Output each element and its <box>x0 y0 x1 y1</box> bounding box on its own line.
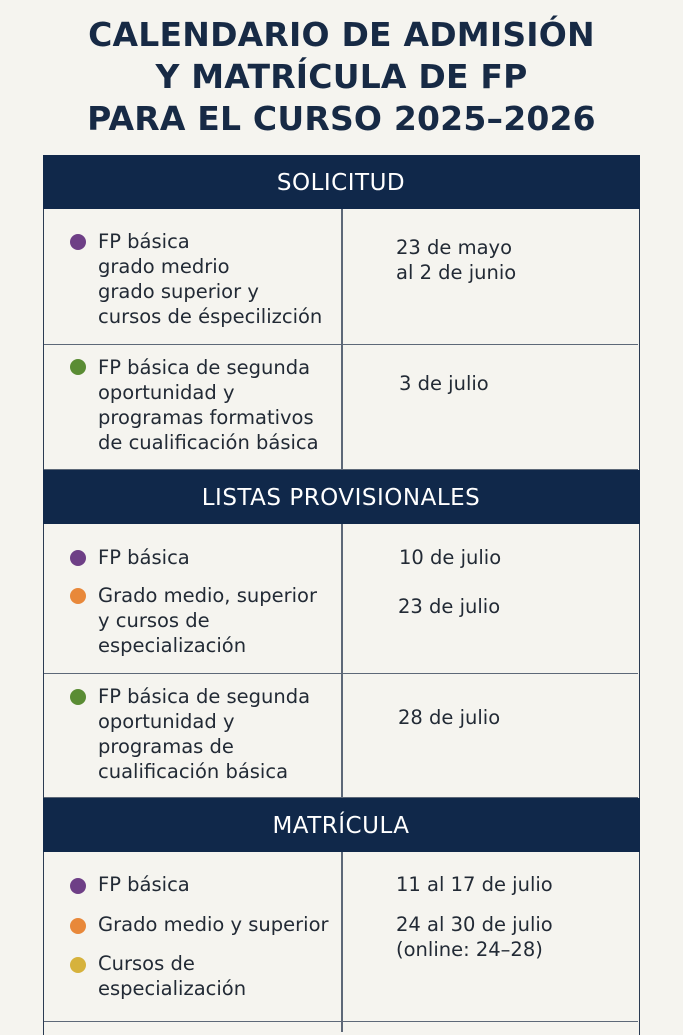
purple-bullet-icon <box>70 878 86 894</box>
text-line: grado medrio <box>98 255 230 278</box>
section-header-solicitud: SOLICITUD <box>43 155 640 209</box>
orange-bullet-icon <box>70 918 86 934</box>
orange-bullet-icon <box>70 588 86 604</box>
table-row <box>44 524 638 674</box>
section-header-matricula: MATRÍCULA <box>43 798 640 852</box>
column-divider <box>341 674 343 798</box>
date-line: (online: 24–28) <box>396 938 543 961</box>
page-title <box>0 14 683 140</box>
text-line: especialización <box>98 634 247 657</box>
text-line: grado superior y <box>98 280 259 303</box>
text-line: oportunidad y <box>98 381 235 404</box>
listas-row2-date: 28 de julio <box>398 706 501 729</box>
purple-bullet-icon <box>70 550 86 566</box>
listas-row2-text <box>98 684 310 784</box>
table-row <box>44 345 638 470</box>
matricula-row1-item1: FP básica <box>98 873 190 896</box>
column-divider <box>341 209 343 345</box>
text-line: FP básica <box>98 230 190 253</box>
text-line: programas de <box>98 735 234 758</box>
text-line: especialización <box>98 977 247 1000</box>
solicitud-row1-date <box>396 235 516 285</box>
column-divider <box>341 524 343 674</box>
text-line: Cursos de <box>98 952 195 975</box>
matricula-row1-item1-date: 11 al 17 de julio <box>396 873 553 896</box>
solicitud-row2-text <box>98 355 319 455</box>
listas-row1-item1-date: 10 de julio <box>399 546 502 569</box>
text-line: programas formativos <box>98 406 314 429</box>
text-line: FP básica de segunda <box>98 356 311 379</box>
date-line: 24 al 30 de julio <box>396 913 553 936</box>
text-line: Grado medio, superior <box>98 584 317 607</box>
listas-row1-item1: FP básica <box>98 546 190 569</box>
green-bullet-icon <box>70 689 86 705</box>
title-line-2: Y MATRÍCULA DE FP <box>155 57 528 96</box>
text-line: cualificación básica <box>98 760 289 783</box>
solicitud-row1-text <box>98 229 322 329</box>
solicitud-row2-date: 3 de julio <box>399 372 489 395</box>
section-header-listas-provisionales: LISTAS PROVISIONALES <box>43 470 640 524</box>
matricula-row1-item2: Grado medio y superior <box>98 913 329 936</box>
title-line-3: PARA EL CURSO 2025–2026 <box>87 99 596 138</box>
matricula-row1-item3 <box>98 951 246 1001</box>
date-line: al 2 de junio <box>396 261 517 284</box>
table-row <box>44 209 638 345</box>
matricula-row1-item2-date <box>396 912 553 962</box>
text-line: oportunidad y <box>98 710 235 733</box>
text-line: FP básica de segunda <box>98 685 311 708</box>
listas-row1-item2-date: 23 de julio <box>398 595 501 618</box>
table-row <box>44 852 638 1022</box>
text-line: cursos de éspecilizción <box>98 305 323 328</box>
purple-bullet-icon <box>70 234 86 250</box>
date-line: 23 de mayo <box>396 236 513 259</box>
green-bullet-icon <box>70 359 86 375</box>
text-line: y cursos de <box>98 609 210 632</box>
table-row <box>44 674 638 798</box>
title-line-1: CALENDARIO DE ADMISIÓN <box>88 15 595 54</box>
yellow-bullet-icon <box>70 957 86 973</box>
listas-row1-item2 <box>98 583 317 658</box>
text-line: de cualificación básica <box>98 431 319 454</box>
column-divider <box>341 852 343 1032</box>
calendar-table <box>43 155 640 1035</box>
column-divider <box>341 345 343 470</box>
